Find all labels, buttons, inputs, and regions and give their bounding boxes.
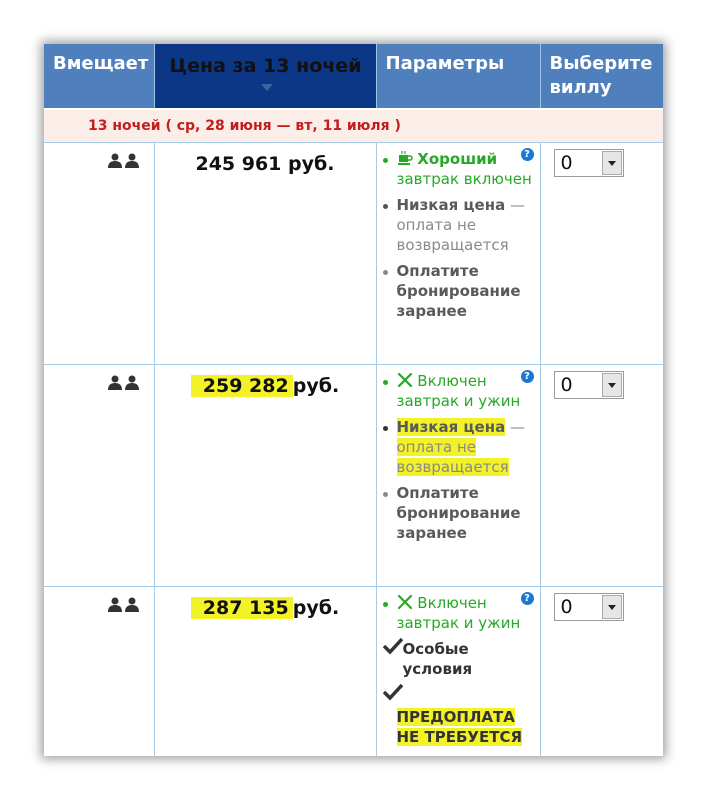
meal-text: Включен завтрак и ужин	[396, 594, 521, 632]
rooms-table	[44, 44, 663, 756]
select-cell	[540, 587, 663, 757]
header-params[interactable]: Параметры	[376, 44, 540, 109]
header-price[interactable]	[154, 44, 376, 109]
villa-count-value: 0	[560, 152, 573, 174]
chevron-down-icon[interactable]	[602, 151, 622, 175]
meal-item	[377, 371, 536, 411]
params-cell	[376, 365, 540, 587]
price-unit: руб.	[292, 375, 340, 397]
capacity-cell	[44, 365, 154, 587]
table-row	[44, 143, 663, 365]
two-persons-icon	[108, 597, 140, 613]
date-range-label: 13 ночей ( ср, 28 июня — вт, 11 июля )	[44, 109, 663, 143]
rate-text: — оплата не возвращается	[396, 196, 525, 254]
villa-count-select[interactable]	[554, 593, 624, 621]
meal-item	[377, 149, 536, 189]
table-header	[44, 44, 663, 109]
rate-text: оплата не возвращается	[396, 438, 509, 476]
prepay-item	[377, 483, 536, 543]
fork-knife-icon	[397, 372, 413, 388]
villa-count-value: 0	[560, 374, 573, 396]
header-capacity[interactable]: Вмещает	[44, 44, 154, 109]
capacity-cell	[44, 143, 154, 365]
select-cell	[540, 365, 663, 587]
rate-item	[377, 195, 536, 255]
rate-dash: —	[510, 418, 525, 436]
meal-bold: Хороший	[417, 150, 498, 168]
chevron-down-icon[interactable]	[602, 595, 622, 619]
price-cell	[154, 143, 376, 365]
coffee-cup-icon	[397, 150, 413, 166]
meal-text: Включен завтрак и ужин	[396, 372, 521, 410]
prepay-text: Оплатите бронирование заранее	[396, 262, 521, 320]
villa-count-value: 0	[560, 596, 573, 618]
chevron-down-icon[interactable]	[602, 373, 622, 397]
meal-text: завтрак включен	[396, 170, 532, 188]
price-value: 259 282	[191, 375, 293, 397]
rate-item	[377, 417, 536, 477]
villa-count-select[interactable]	[554, 371, 624, 399]
villa-count-select[interactable]	[554, 149, 624, 177]
check-icon	[383, 683, 403, 701]
no-prepayment-label	[383, 707, 536, 747]
price-unit: руб.	[288, 153, 335, 175]
help-icon[interactable]: ?	[521, 148, 534, 161]
header-price-label: Цена за 13 ночей	[169, 55, 362, 77]
special-conditions-label: Особые условия	[402, 640, 473, 678]
params-cell	[376, 143, 540, 365]
capacity-cell	[44, 587, 154, 757]
two-persons-icon	[108, 153, 140, 169]
special-conditions	[377, 639, 536, 747]
prepay-item	[377, 261, 536, 321]
fork-knife-icon	[397, 594, 413, 610]
table-row	[44, 365, 663, 587]
price-value: 287 135	[191, 597, 293, 619]
header-choose[interactable]: Выберите виллу	[540, 44, 663, 109]
rate-bold: Низкая цена	[396, 418, 506, 436]
help-icon[interactable]: ?	[521, 592, 534, 605]
date-range-row	[44, 109, 663, 143]
rate-bold: Низкая цена	[396, 196, 506, 214]
check-icon	[383, 637, 403, 655]
sort-arrow-icon	[261, 84, 273, 91]
params-cell	[376, 587, 540, 757]
no-prepayment-text: ПРЕДОПЛАТА НЕ ТРЕБУЕТСЯ	[396, 708, 523, 746]
select-cell	[540, 143, 663, 365]
price-value: 245 961	[195, 153, 282, 175]
rooms-table-frame	[44, 44, 663, 756]
price-cell	[154, 587, 376, 757]
price-cell	[154, 365, 376, 587]
table-row	[44, 587, 663, 757]
meal-item	[377, 593, 536, 633]
prepay-text: Оплатите бронирование заранее	[396, 484, 521, 542]
help-icon[interactable]: ?	[521, 370, 534, 383]
price-unit: руб.	[292, 597, 340, 619]
two-persons-icon	[108, 375, 140, 391]
